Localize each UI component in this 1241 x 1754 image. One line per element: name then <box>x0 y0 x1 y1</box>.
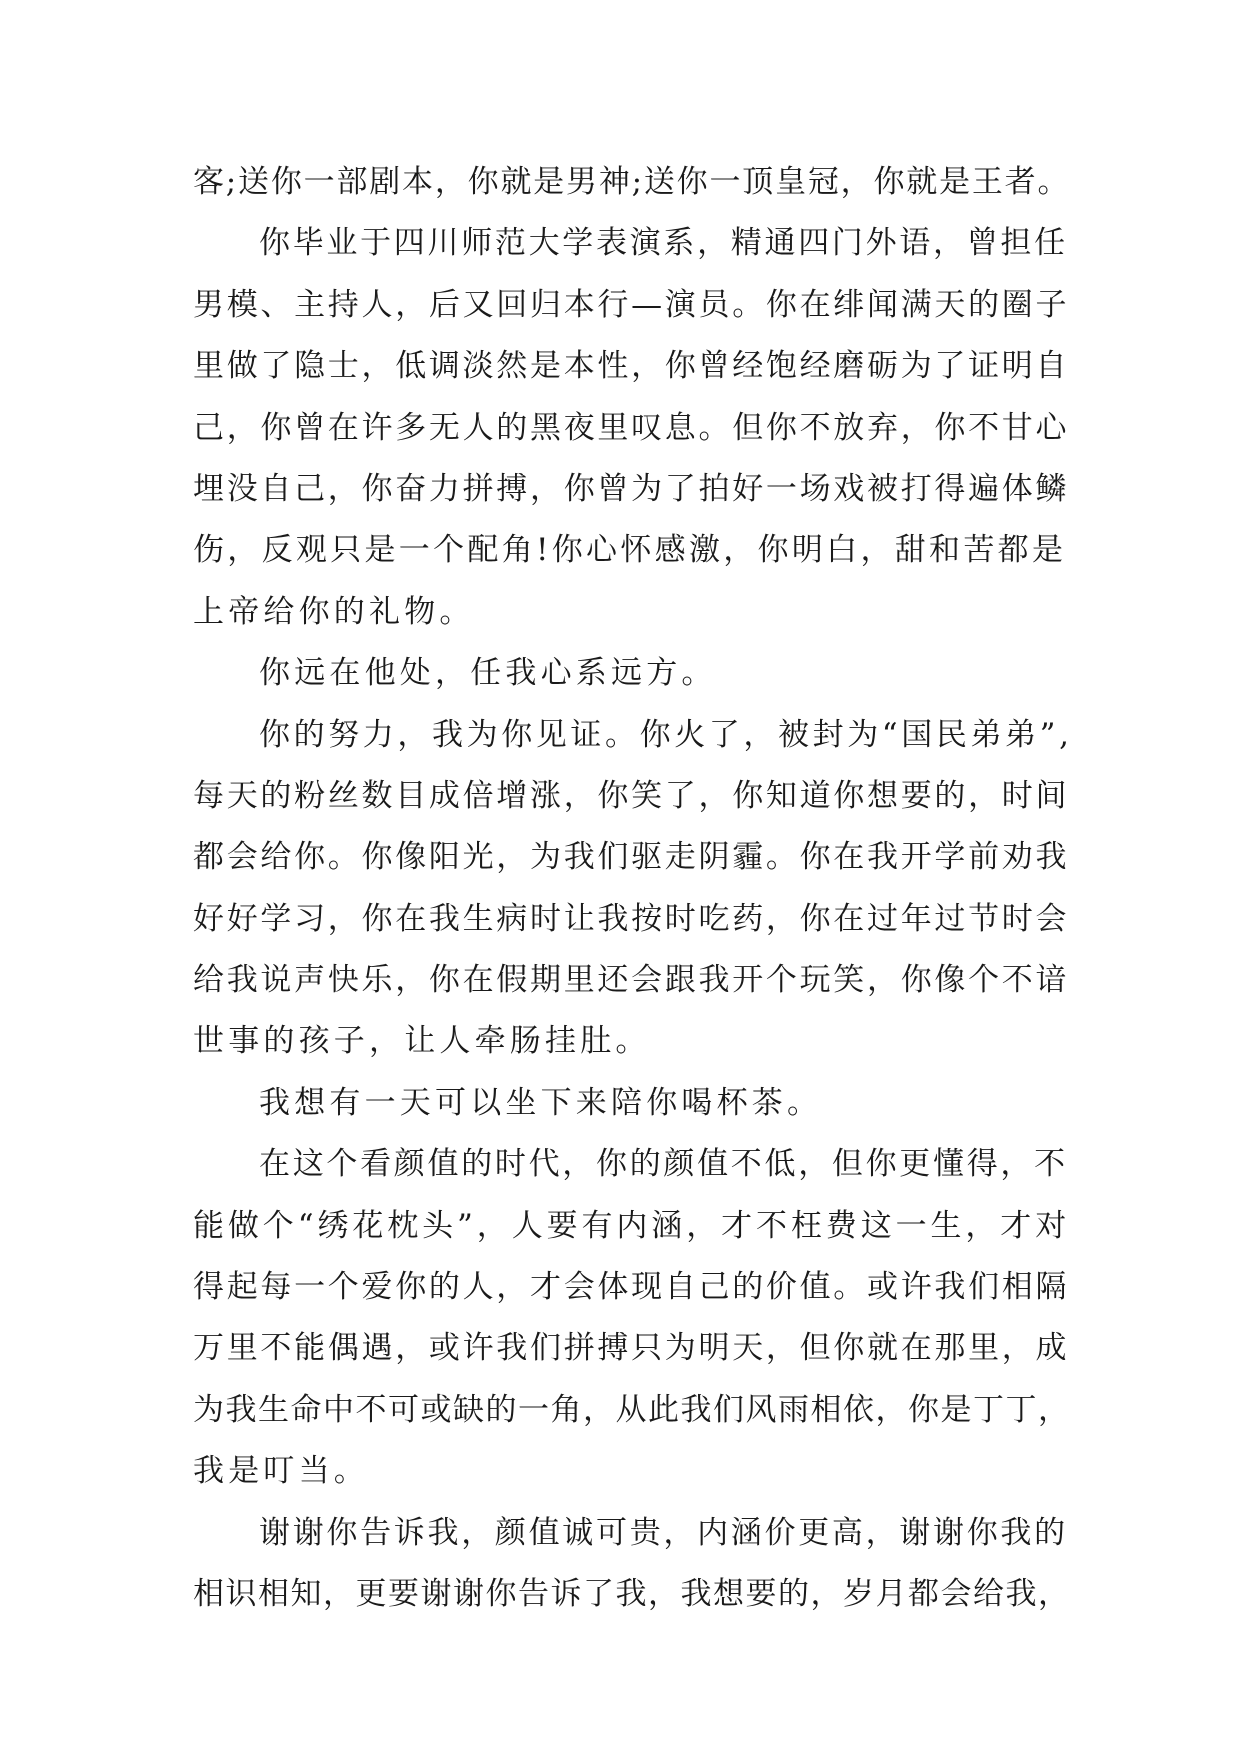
text-line: 你远在他处，任我心系远方。 <box>259 655 717 692</box>
text-line: 在这个看颜值的时代，你的颜值不低，但你更懂得，不 <box>259 1146 1068 1183</box>
text-line: 你的努力，我为你见证。你火了，被封为“国民弟弟”, <box>259 716 1073 753</box>
text-line: 每天的粉丝数目成倍增涨，你笑了，你知道你想要的，时间 <box>193 777 1070 814</box>
text-line: 男模、主持人，后又回归本行—演员。你在绯闻满天的圈子 <box>193 286 1070 323</box>
document-body <box>193 162 1073 1635</box>
text-line: 上帝给你的礼物。 <box>193 593 475 630</box>
text-line: 能做个“绣花枕头”，人要有内涵，才不枉费这一生，才对 <box>193 1207 1071 1244</box>
text-line: 我是叮当。 <box>193 1453 369 1490</box>
text-line: 伤，反观只是一个配角!你心怀感激，你明白，甜和苦都是 <box>193 532 1067 569</box>
text-line: 都会给你。你像阳光，为我们驱走阴霾。你在我开学前劝我 <box>193 839 1070 876</box>
text-line: 给我说声快乐，你在假期里还会跟我开个玩笑，你像个不谙 <box>193 962 1070 999</box>
text-line: 你毕业于四川师范大学表演系，精通四门外语，曾担任 <box>259 225 1068 262</box>
text-line: 我想有一天可以坐下来陪你喝杯茶。 <box>259 1084 823 1121</box>
text-line: 好好学习，你在我生病时让我按时吃药，你在过年过节时会 <box>193 900 1070 937</box>
text-line: 万里不能偶遇，或许我们拼搏只为明天，但你就在那里，成 <box>193 1330 1070 1367</box>
text-line: 为我生命中不可或缺的一角，从此我们风雨相依，你是丁丁， <box>193 1391 1071 1428</box>
text-line: 谢谢你告诉我，颜值诚可贵，内涵价更高，谢谢你我的 <box>259 1514 1068 1551</box>
text-line: 埋没自己，你奋力拼搏，你曾为了拍好一场戏被打得遍体鳞 <box>193 470 1070 507</box>
text-line: 相识相知，更要谢谢你告诉了我，我想要的，岁月都会给我， <box>193 1575 1071 1612</box>
text-line: 世事的孩子，让人牵肠挂肚。 <box>193 1023 651 1060</box>
text-line: 里做了隐士，低调淡然是本性，你曾经饱经磨砺为了证明自 <box>193 348 1070 385</box>
text-line: 客;送你一部剧本，你就是男神;送你一顶皇冠，你就是王者。 <box>193 164 1071 200</box>
text-line: 己，你曾在许多无人的黑夜里叹息。但你不放弃，你不甘心 <box>193 409 1070 446</box>
text-line: 得起每一个爱你的人，才会体现自己的价值。或许我们相隔 <box>193 1269 1070 1306</box>
